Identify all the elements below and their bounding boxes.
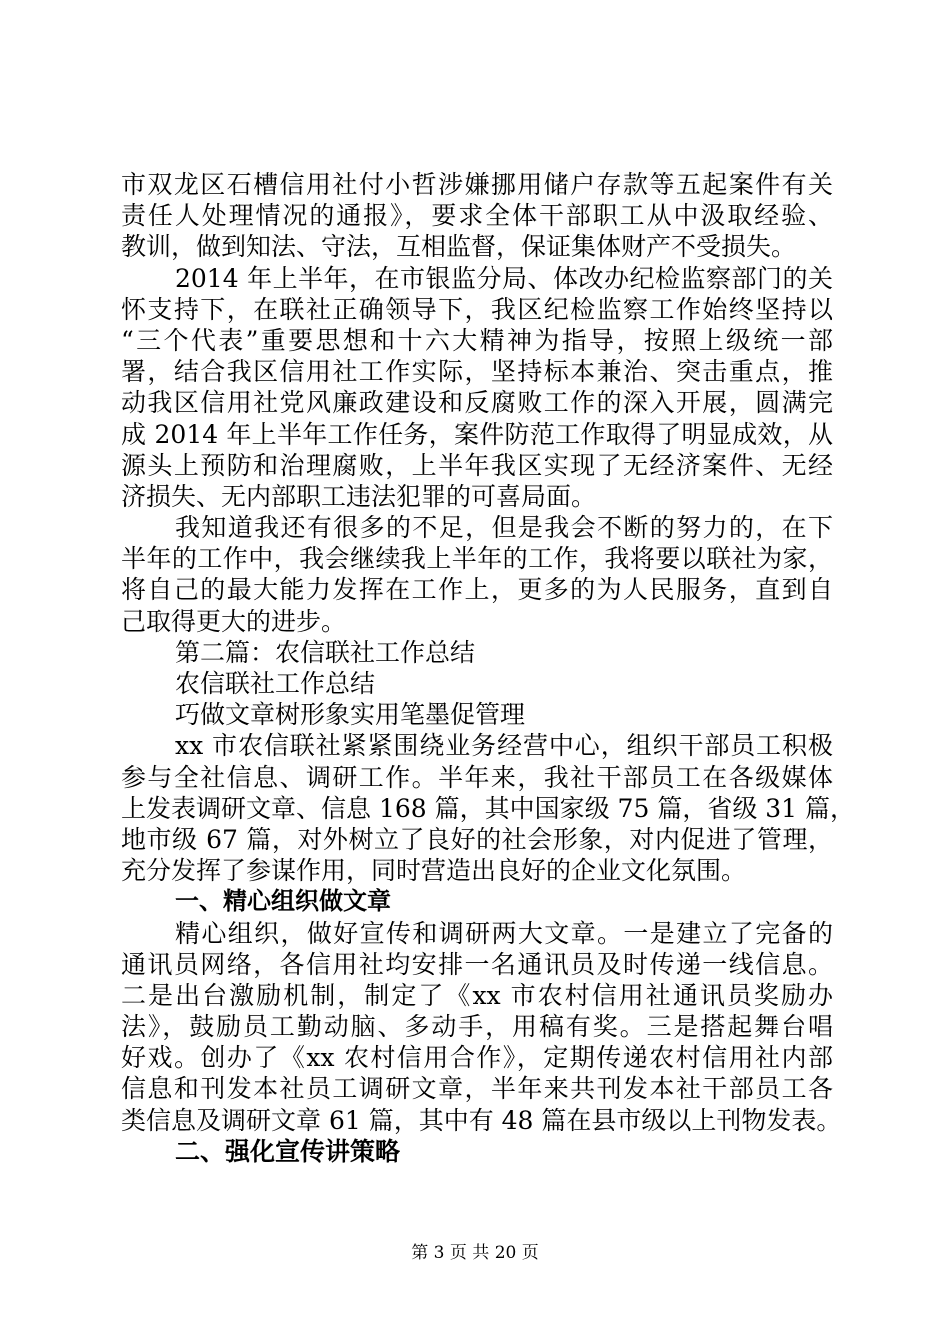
body-line: 好戏。创办了《xx 农村信用合作》，定期传递农村信用社内部 xyxy=(121,1043,833,1073)
body-line: 署，结合我区信用社工作实际，坚持标本兼治、突击重点，推 xyxy=(121,357,833,387)
article-title: 农信联社工作总结 xyxy=(175,669,376,698)
document-body xyxy=(121,169,856,1167)
body-line: 动我区信用社党风廉政建设和反腐败工作的深入开展，圆满完 xyxy=(121,388,833,418)
body-line: 充分发挥了参谋作用，同时营造出良好的企业文化氛围。 xyxy=(121,856,747,886)
body-line: 怀支持下，在联社正确领导下，我区纪检监察工作始终坚持以 xyxy=(121,294,833,324)
body-line: 成 2014 年上半年工作任务，案件防范工作取得了明显成效，从 xyxy=(121,419,833,449)
paragraph-first-line: 2014 年上半年，在市银监分局、体改办纪检监察部门的关 xyxy=(175,263,833,293)
body-line: 济损失、无内部职工违法犯罪的可喜局面。 xyxy=(121,481,597,511)
heading-2: 二、强化宣传讲策略 xyxy=(175,1136,401,1166)
body-line: 二是出台激励机制，制定了《xx 市农村信用社通讯员奖励办 xyxy=(121,980,833,1010)
body-line: 地市级 67 篇，对外树立了良好的社会形象，对内促进了管理， xyxy=(121,824,833,854)
article-subtitle: 巧做文章树形象实用笔墨促管理 xyxy=(175,700,526,730)
paragraph-first-line: xx 市农信联社紧紧围绕业务经营中心，组织干部员工积极 xyxy=(175,731,833,761)
body-line: 教训，做到知法、守法，互相监督，保证集体财产不受损失。 xyxy=(121,232,797,262)
body-line: 半年的工作中，我会继续我上半年的工作，我将要以联社为家， xyxy=(121,544,833,574)
section-title: 第二篇：农信联社工作总结 xyxy=(175,637,476,667)
body-line: 信息和刊发本社员工调研文章，半年来共刊发本社干部员工各 xyxy=(121,1074,833,1104)
body-line: 将自己的最大能力发挥在工作上，更多的为人民服务，直到自 xyxy=(121,575,833,605)
body-line: 源头上预防和治理腐败，上半年我区实现了无经济案件、无经 xyxy=(121,450,833,480)
page-number-footer: 第 3 页 共 20 页 xyxy=(411,1243,539,1263)
heading-1: 一、精心组织做文章 xyxy=(175,887,391,916)
body-line: 市双龙区石槽信用社付小哲涉嫌挪用储户存款等五起案件有关 xyxy=(121,170,833,199)
body-line: 类信息及调研文章 61 篇，其中有 48 篇在县市级以上刊物发表。 xyxy=(121,1105,842,1135)
body-line: “三个代表”重要思想和十六大精神为指导，按照上级统一部 xyxy=(121,325,833,355)
body-line: 上发表调研文章、信息 168 篇，其中国家级 75 篇，省级 31 篇， xyxy=(121,793,856,823)
paragraph-first-line: 我知道我还有很多的不足，但是我会不断的努力的，在下 xyxy=(175,513,833,543)
body-line: 通讯员网络，各信用社均安排一名通讯员及时传递一线信息。 xyxy=(121,949,833,979)
body-line: 参与全社信息、调研工作。半年来，我社干部员工在各级媒体 xyxy=(121,762,833,792)
paragraph-first-line: 精心组织，做好宣传和调研两大文章。一是建立了完备的 xyxy=(175,918,833,948)
body-line: 责任人处理情况的通报》，要求全体干部职工从中汲取经验、 xyxy=(121,201,833,231)
body-line: 己取得更大的进步。 xyxy=(121,606,347,636)
body-line: 法》，鼓励员工勤动脑、多动手，用稿有奖。三是搭起舞台唱 xyxy=(121,1012,833,1042)
